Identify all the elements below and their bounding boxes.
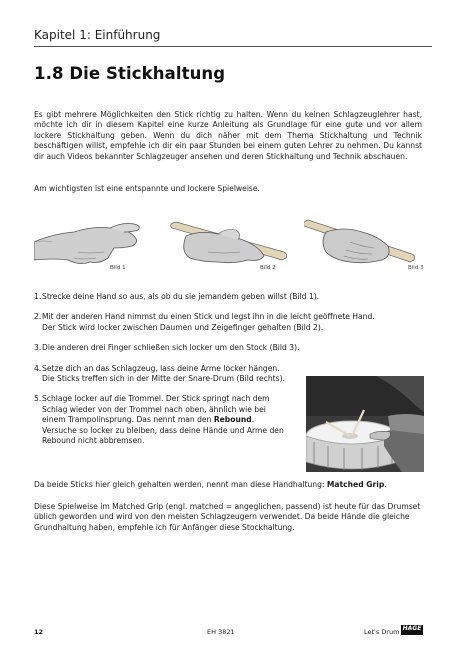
step-text: Strecke deine Hand so aus, als ob du sie jemandem geben willst (Bild 1). xyxy=(42,292,320,301)
step-number: 4. xyxy=(34,363,42,373)
step-number: 2. xyxy=(34,312,42,322)
grip-photos xyxy=(30,212,426,276)
intro-paragraph: Es gibt mehrere Möglichkeiten den Stick richtig zu halten. Wenn du keinen Schlagzeuglehrer hast, möchte ich dir in diesem Kapitel eine kurze Anleitung als Grundlage für eine gute und vor allem lockere Stickhaltung geben. Wenn du dich näher mit dem Thema Stickhaltung und Technik beschäftigen willst, empfehle ich dir ein paar Stunden bei einem guten Lehrer zu nehmen. Du kannst dir auch Videos bekannter Schlagzeuger ansehen und deren Stickhaltung und Technik abschauen. xyxy=(34,110,422,161)
section-title: 1.8 Die Stickhaltung xyxy=(34,64,226,83)
step-text: Die Sticks treffen sich in der Mitte der Snare-Drum (Bild rechts). xyxy=(42,374,285,384)
running-header: Kapitel 1: Einführung xyxy=(34,28,161,42)
photo-open-hand xyxy=(34,212,154,274)
step-text: Setze dich an das Schlagzeug, lass deine Arme locker hängen. xyxy=(42,363,280,373)
step-number: 3. xyxy=(34,343,42,353)
term-rebound: Rebound xyxy=(213,415,252,425)
snare-drum-photo xyxy=(306,376,424,472)
step-number: 5. xyxy=(34,394,42,404)
step-text: Der Stick wird locker zwischen Daumen und Zeigefinger gehalten (Bild 2). xyxy=(42,322,324,332)
caption-bild-3: Bild 3 xyxy=(408,265,424,271)
matched-grip-end: . xyxy=(384,480,387,489)
caption-bild-1: Bild 1 xyxy=(110,265,126,271)
caption-bild-2: Bild 2 xyxy=(260,265,276,271)
step-text: einem Trampolinsprung. Das nennt man den xyxy=(42,415,214,425)
book-title: Let's Drum xyxy=(364,628,400,636)
step-5 xyxy=(34,394,324,446)
publisher-logo xyxy=(401,625,423,635)
open-hand-illustration xyxy=(34,212,154,274)
step-3 xyxy=(34,343,424,353)
step-text: Versuche so locker zu bleiben, dass deine Hände und Arme den xyxy=(42,425,284,435)
page-number: 12 xyxy=(34,628,44,636)
term-matched-grip: Matched Grip xyxy=(326,480,385,489)
step-text: Die anderen drei Finger schließen sich locker um den Stock (Bild 3). xyxy=(42,343,300,353)
step-2 xyxy=(34,312,424,333)
snare-drum-illustration xyxy=(306,376,424,472)
step-number: 1. xyxy=(34,292,42,301)
header-rule xyxy=(34,46,432,47)
step-text: Rebound nicht abbremsen. xyxy=(42,436,145,446)
photo-closed-grip xyxy=(304,212,426,274)
publisher-logo-text: HAGE xyxy=(402,625,422,632)
step-1 xyxy=(34,292,424,302)
edition-code: EH 3821 xyxy=(207,628,235,636)
step-text: Schlag wieder von der Trommel nach oben, ähnlich wie bei xyxy=(42,404,266,414)
matched-grip-paragraph xyxy=(34,480,422,490)
closing-paragraph: Diese Spielweise im Matched Grip (engl. matched = angeglichen, passend) ist heute für das Drumset üblich geworden und wird von den meisten Schlagzeugern verwendet. Da beide Hände die gleiche Grundhaltung haben, empfehle ich für Anfänger diese Stockhaltung. xyxy=(34,502,421,532)
step-text: Mit der anderen Hand nimmst du einen Stick und legst ihn in die leicht geöffnete Hand. xyxy=(42,312,375,322)
step-text: Schlage locker auf die Trommel. Der Stick springt nach dem xyxy=(42,394,270,404)
step-text: . xyxy=(251,415,255,425)
key-point-paragraph: Am wichtigsten ist eine entspannte und lockere Spielweise. xyxy=(34,184,260,193)
photo-stick-in-hand xyxy=(168,212,294,274)
matched-grip-text: Da beide Sticks hier gleich gehalten werden, nennt man diese Handhaltung: xyxy=(34,480,327,489)
